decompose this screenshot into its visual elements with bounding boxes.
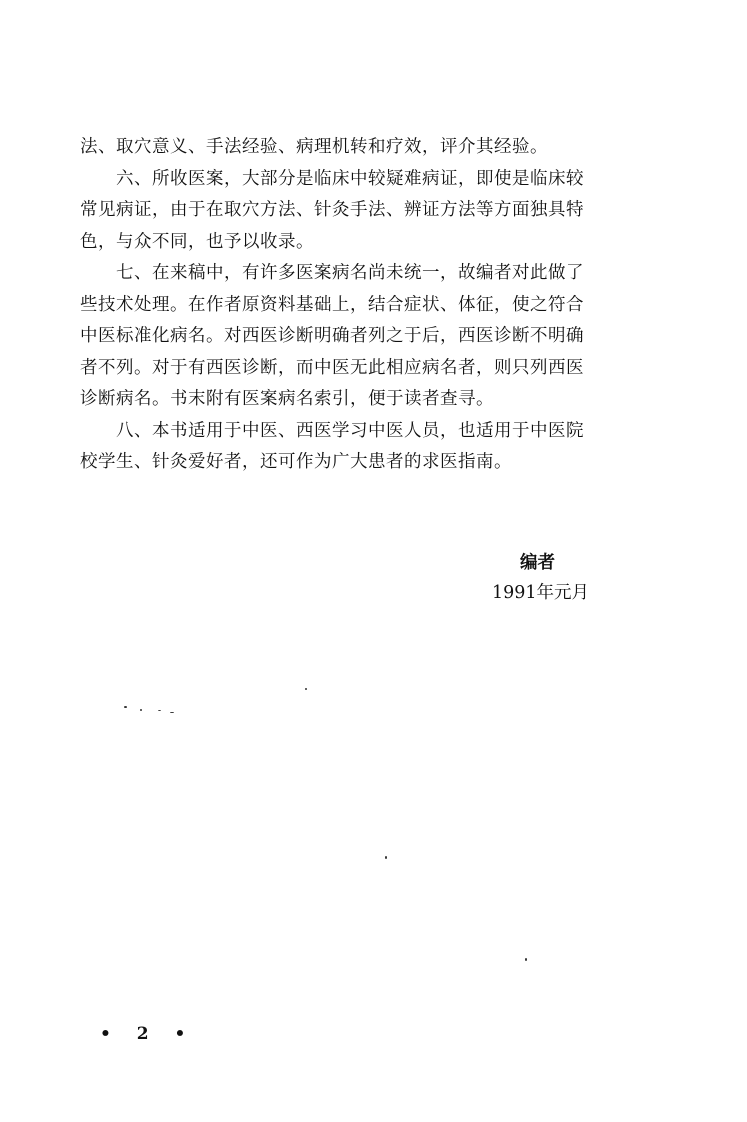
text-line: 中医标准化病名。对西医诊断明确者列之于后，西医诊断不明确 — [80, 326, 584, 346]
page-number: • 2 • — [100, 1024, 196, 1044]
scan-speck — [170, 712, 174, 713]
signature-author: 编者 — [520, 553, 555, 573]
text-line: 六、所收医案，大部分是临床中较疑难病证，即使是临床较 — [116, 168, 584, 189]
scan-speck — [525, 958, 527, 961]
text-line: 色，与众不同，也予以收录。 — [80, 231, 314, 252]
signature-date: 1991年元月 — [492, 583, 590, 603]
paragraph-seven — [80, 258, 640, 416]
scan-speck — [124, 706, 127, 708]
text-line: 八、本书适用于中医、西医学习中医人员，也适用于中医院 — [116, 420, 584, 441]
text-line: 些技术处理。在作者原资料基础上，结合症状、体征，使之符合 — [80, 294, 584, 315]
text-line: 诊断病名。书末附有医案病名索引，便于读者查寻。 — [80, 389, 494, 409]
paragraph-six — [80, 164, 640, 259]
paragraph-continuation — [80, 132, 640, 164]
scan-speck — [158, 710, 161, 711]
text-line: 常见病证，由于在取穴方法、针灸手法、辨证方法等方面独具特 — [80, 200, 584, 220]
scan-speck — [385, 856, 387, 859]
signature-block — [480, 548, 620, 608]
text-line: 法、取穴意义、手法经验、病理机转和疗效，评介其经验。 — [80, 137, 548, 157]
scan-speck — [140, 709, 142, 711]
paragraph-eight — [80, 416, 640, 479]
body-text — [80, 132, 640, 479]
text-line: 者不列。对于有西医诊断，而中医无此相应病名者，则只列西医 — [80, 357, 584, 378]
text-line: 七、在来稿中，有许多医案病名尚未统一，故编者对此做了 — [116, 263, 584, 283]
scan-speck — [305, 688, 307, 690]
text-line: 校学生、针灸爱好者，还可作为广大患者的求医指南。 — [80, 452, 512, 472]
